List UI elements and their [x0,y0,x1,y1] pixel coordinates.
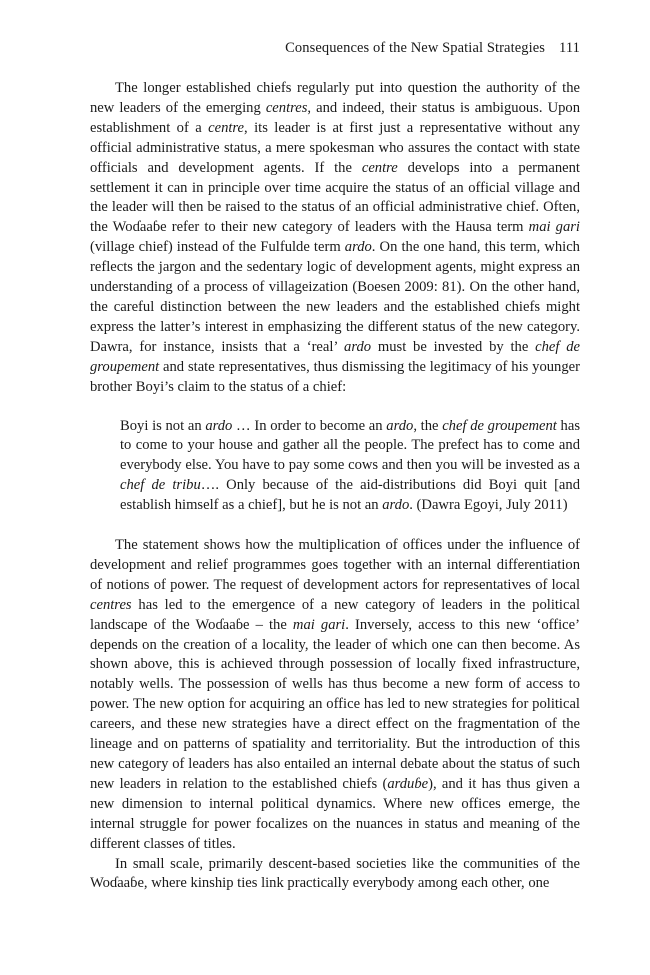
text-run: has to come to your house and gather all the people. The prefect has to come and everybody else. You have to pay some cows and then you will be invested as a [120,417,580,474]
text-run: , and indeed, their status is ambiguous. Upon establishment of a [90,99,580,136]
italic-term: mai gari [528,219,580,236]
italic-term: ardo [386,417,414,434]
italic-term: arduɓe [387,775,429,792]
text-run: The statement shows how the multiplication of offices under the influence of development and relief programmes goes together with an internal differentiation of notions of power. The request of development actors for representatives of local [90,537,580,593]
italic-term: ardo [382,497,410,514]
italic-term: chef de groupement [90,338,580,375]
italic-term: centres [265,99,308,116]
text-run: and state representatives, thus dismissing the legitimacy of his younger brother Boyi’s claim to the status of a chief: [90,358,580,395]
paragraph-1 [90,79,580,398]
text-run: must be invested by the [371,338,536,355]
italic-term: mai gari [292,616,346,633]
italic-term: chef de groupement [442,417,557,434]
text-run: . On the one hand, this term, which reflects the jargon and the sedentary logic of development agents, might express an understanding of a process of villageization (Boesen 2009: 81). On the other hand, the careful distinction between the new leaders and the established chiefs might express the latter’s interest in emphasizing the different status of the new category. Dawra, for instance, insists that a ‘real’ [90,239,580,355]
text-run: In small scale, primarily descent-based societies like the communities of the Woɗaaɓe, where kinship ties link practically everybody among each other, one [90,855,580,892]
text-run: (village chief) instead of the Fulfulde term [90,239,345,256]
page-number: 111 [559,40,580,56]
italic-term: ardo [344,338,372,355]
block-quote [120,417,580,517]
italic-term: chef de tribu [120,477,201,494]
italic-term: ardo [205,417,233,434]
text-run: ), and it has thus given a new dimension to internal political dynamics. Where new offices emerge, the internal struggle for power focalizes on the nuances in status and meaning of the different classes of titles. [90,775,581,852]
italic-term: centre [361,159,398,176]
text-run: , the [413,417,443,434]
text-run: . Inversely, access to this new ‘office’ depends on the creation of a locality, the leader of which one can then become. As shown above, this is achieved through possession of locally fixed infrastructure, notably wells. The possession of wells has thus become a new form of access to power. The new option for acquiring an office has led to new strategies for political careers, and these new strategies have a direct effect on the fragmentation of the lineage and on patterns of spatiality and territoriality. But the introduction of this new category of leaders has also entailed an internal debate about the status of such new leaders in relation to the established chiefs ( [90,616,581,792]
body-text [90,79,580,894]
text-run: …. Only because of the aid-distributions did Boyi quit [and establish himself as a chief], but he is not an [120,477,581,514]
italic-term: centre [208,119,245,136]
text-run: , its leader is at first just a representative without any official administrative status, a mere spokesman who assures the contact with state officials and development agents. If the [90,119,580,176]
text-run: … In order to become an [232,417,387,434]
book-page [90,0,580,975]
running-title: Consequences of the New Spatial Strategies [285,40,546,56]
text-run: . (Dawra Egoyi, July 2011) [409,497,568,514]
text-run: has led to the emergence of a new category of leaders in the political landscape of the Woɗaaɓe – the [90,596,580,633]
italic-term: ardo [344,239,372,256]
text-run: develops into a permanent settlement it can in principle over time acquire the status of an official village and the leader will then be raised to the status of an official administrative chief. Often, the Woɗaaɓe refer to their new category of leaders with the Hausa term [90,159,580,236]
block-quote-text [120,417,580,517]
text-run: Boyi is not an [120,417,206,434]
paragraph-2 [90,536,580,855]
italic-term: centres [90,596,132,613]
running-header [285,40,580,57]
paragraph-3 [90,855,580,895]
text-run: The longer established chiefs regularly put into question the authority of the new leaders of the emerging [90,80,580,116]
